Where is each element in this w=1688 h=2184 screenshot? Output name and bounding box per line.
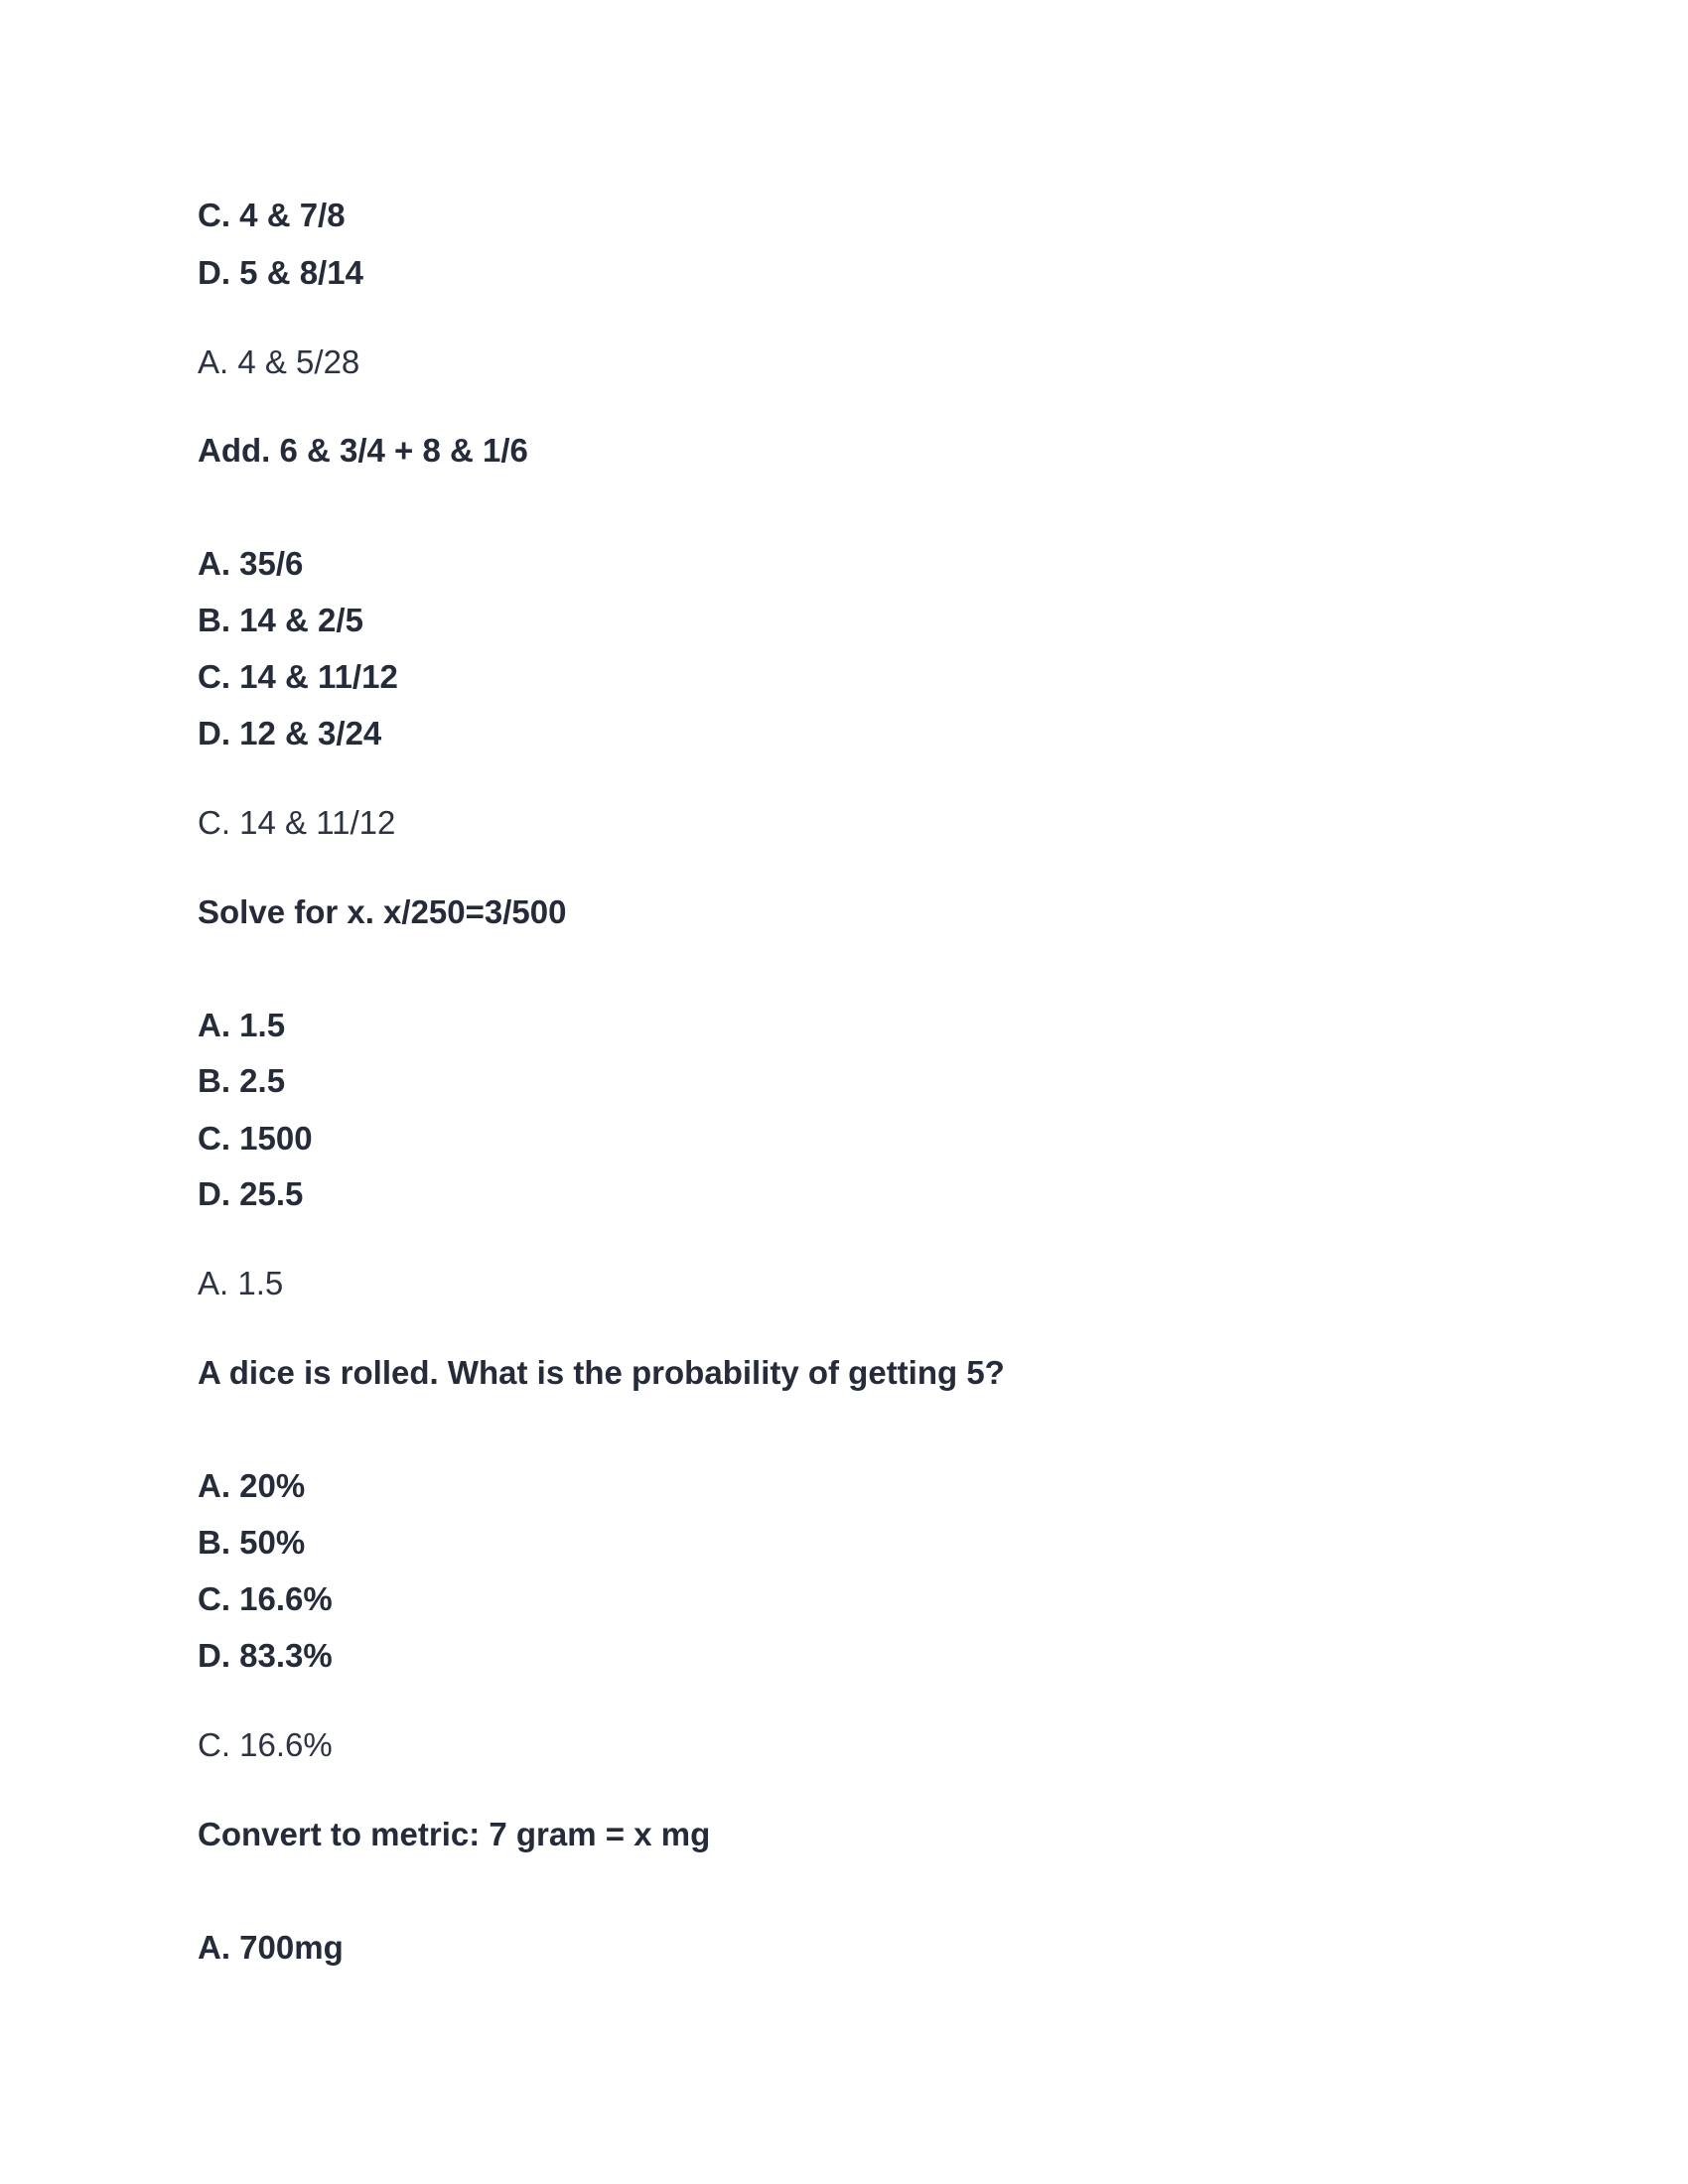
answer: A. 4 & 5/28: [198, 343, 360, 380]
option: B. 14 & 2/5: [198, 602, 363, 638]
option: C. 14 & 11/12: [198, 658, 398, 695]
option: D. 25.5: [198, 1175, 304, 1212]
question: Convert to metric: 7 gram = x mg: [198, 1816, 711, 1852]
option: D. 83.3%: [198, 1637, 333, 1674]
option: C. 1500: [198, 1120, 313, 1157]
answer: C. 14 & 11/12: [198, 804, 396, 841]
option: A. 20%: [198, 1467, 306, 1504]
answer: C. 16.6%: [198, 1726, 333, 1763]
option: B. 2.5: [198, 1062, 286, 1099]
question: A dice is rolled. What is the probability of getting 5?: [198, 1354, 1005, 1391]
option: D. 12 & 3/24: [198, 715, 382, 751]
question: Solve for x. x/250=3/500: [198, 893, 567, 930]
option: A. 1.5: [198, 1007, 286, 1043]
option: B. 50%: [198, 1524, 306, 1561]
answer: A. 1.5: [198, 1265, 284, 1301]
option: A. 700mg: [198, 1929, 344, 1966]
option: C. 4 & 7/8: [198, 197, 346, 233]
question: Add. 6 & 3/4 + 8 & 1/6: [198, 432, 528, 469]
option: C. 16.6%: [198, 1580, 333, 1617]
option: D. 5 & 8/14: [198, 254, 363, 291]
option: A. 35/6: [198, 545, 304, 582]
